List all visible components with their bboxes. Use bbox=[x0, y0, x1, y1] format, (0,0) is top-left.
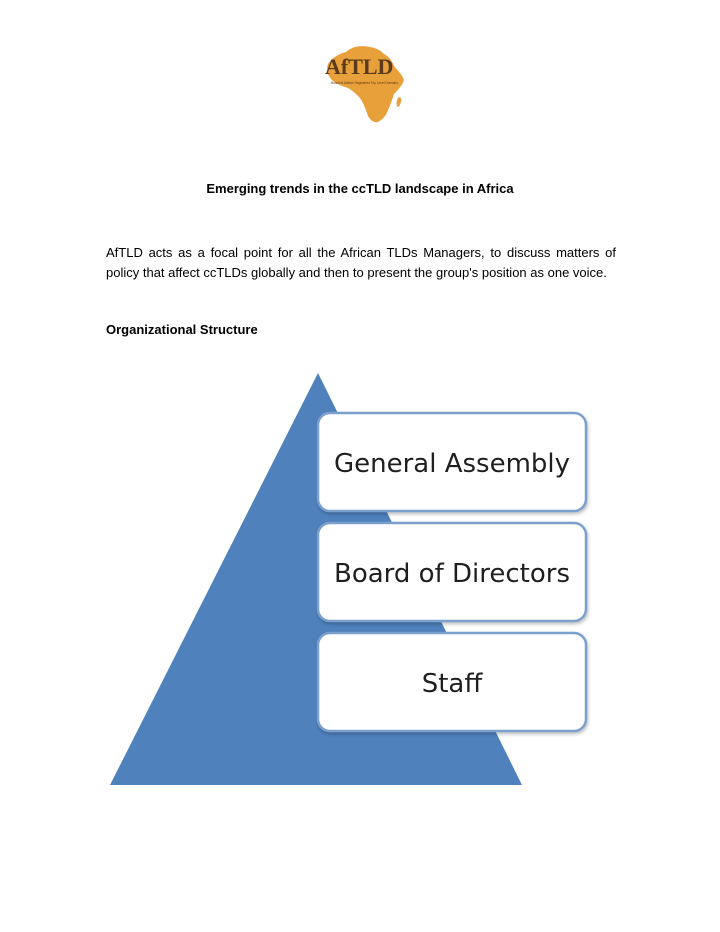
section-heading: Organizational Structure bbox=[106, 322, 258, 337]
logo-text: AfTLD bbox=[325, 54, 394, 79]
logo-tagline: Board of African Registered Top Level Domains bbox=[331, 81, 398, 85]
level-box-general-assembly bbox=[318, 413, 586, 511]
intro-paragraph: AfTLD acts as a focal point for all the African TLDs Managers, to discuss matters of policy that affect ccTLDs globally and then to present the group's position as one voice. bbox=[106, 245, 616, 280]
level-label-staff: Staff bbox=[421, 669, 483, 699]
africa-map-icon bbox=[318, 40, 410, 126]
org-structure-diagram bbox=[100, 365, 600, 795]
level-box-board-of-directors bbox=[318, 523, 586, 621]
document-title: Emerging trends in the ccTLD landscape in Africa bbox=[206, 181, 514, 196]
aftld-logo bbox=[318, 40, 410, 126]
level-box-staff bbox=[318, 633, 586, 731]
level-label-board-of-directors: Board of Directors bbox=[334, 559, 570, 589]
level-label-general-assembly: General Assembly bbox=[333, 449, 571, 479]
